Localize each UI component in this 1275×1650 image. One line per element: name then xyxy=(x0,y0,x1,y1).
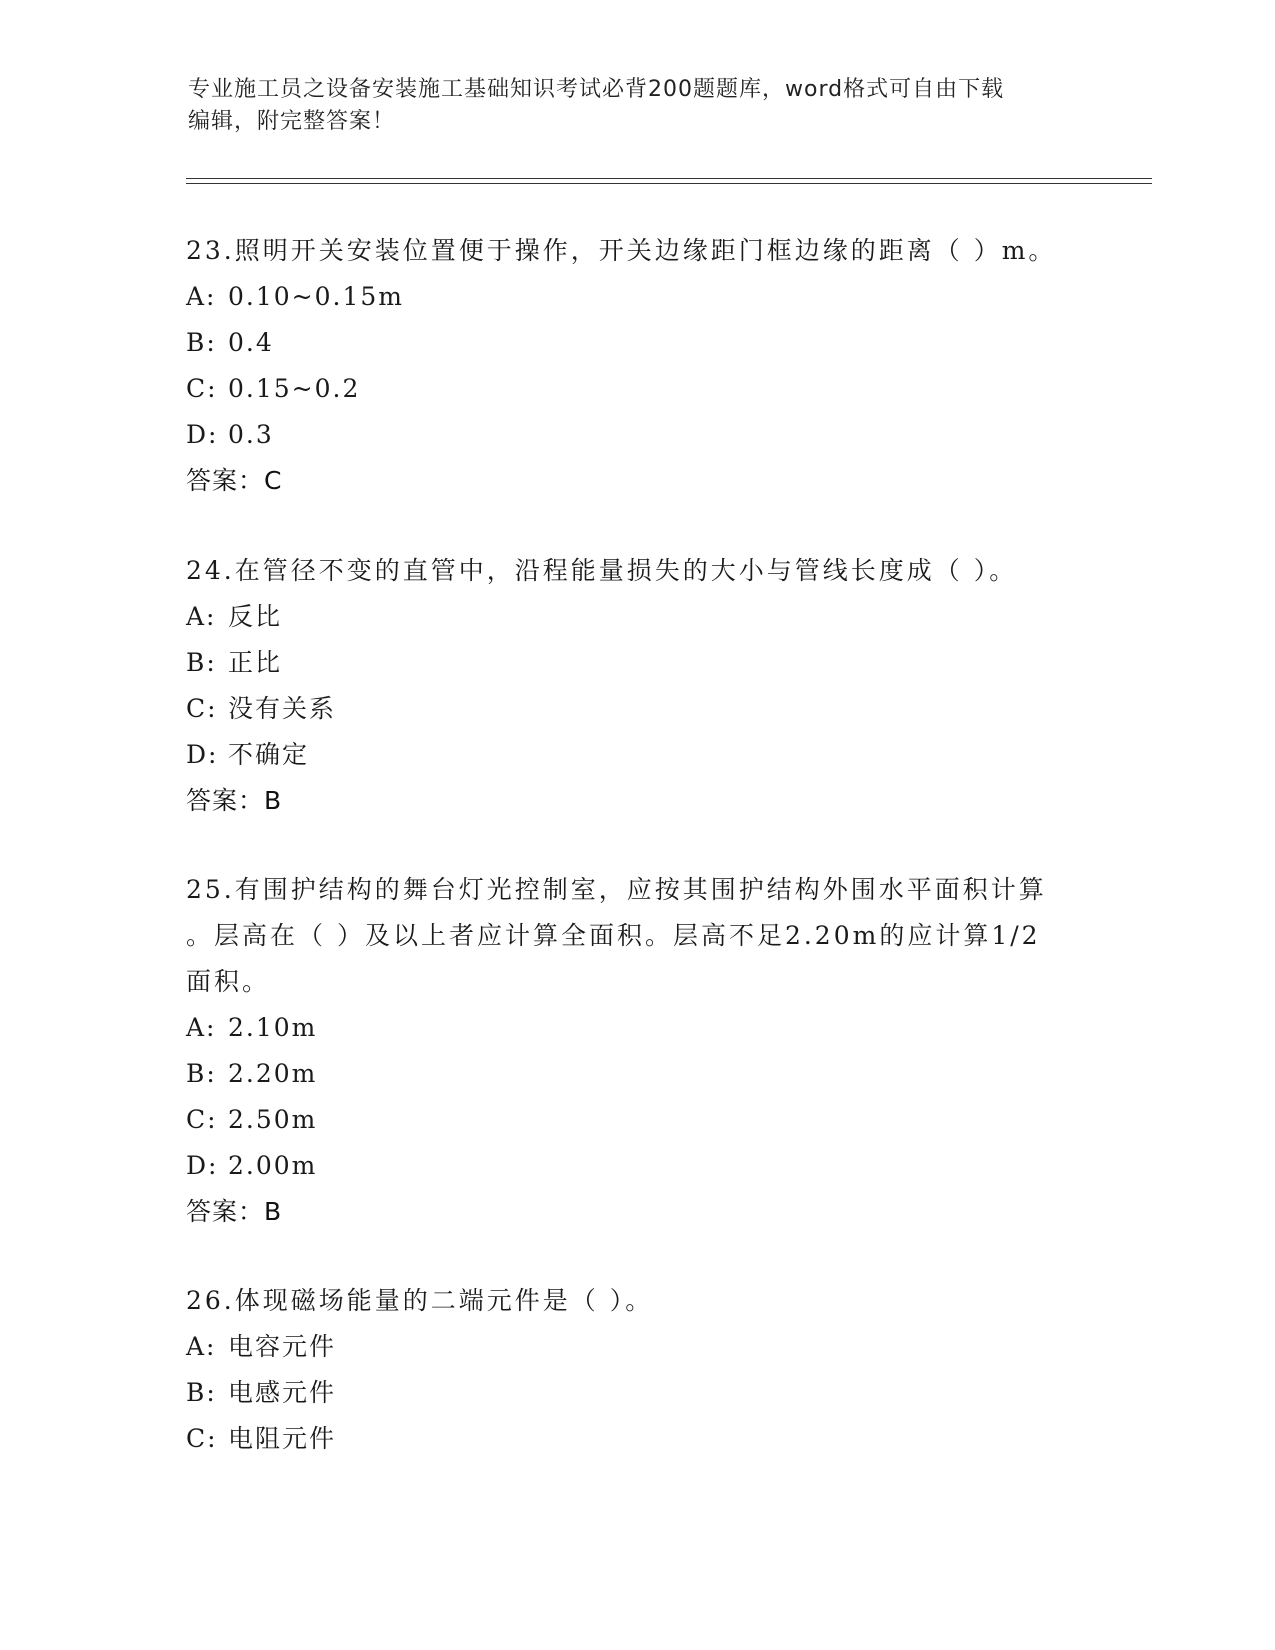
answer: 答案：B xyxy=(186,786,283,815)
option-c xyxy=(186,1097,1086,1143)
option-a xyxy=(186,1324,1086,1370)
option-text: 2.50m xyxy=(228,1105,318,1134)
option-label: B: xyxy=(186,648,217,677)
option-label: B: xyxy=(186,1378,217,1407)
question-text-line-2: 。层高在（ ）及以上者应计算全面积。层高不足2.20m的应计算1/2 xyxy=(186,921,1041,950)
question-text: 26.体现磁场能量的二端元件是（ ）。 xyxy=(186,1286,654,1315)
option-label: D: xyxy=(186,740,219,769)
header-divider-bottom xyxy=(186,183,1152,184)
option-text: 0.3 xyxy=(228,420,274,449)
option-d xyxy=(186,412,1086,458)
option-c xyxy=(186,686,1086,732)
option-text: 反比 xyxy=(228,602,283,631)
option-c xyxy=(186,1416,1086,1462)
document-header xyxy=(188,74,1088,138)
question-text-line-1: 25.有围护结构的舞台灯光控制室，应按其围护结构外围水平面积计算 xyxy=(186,875,1047,904)
option-d xyxy=(186,1143,1086,1189)
option-label: A: xyxy=(186,1013,217,1042)
question-26 xyxy=(186,1278,1086,1462)
option-b xyxy=(186,1051,1086,1097)
option-label: A: xyxy=(186,602,217,631)
option-label: B: xyxy=(186,1059,217,1088)
option-label: C: xyxy=(186,374,218,403)
option-a xyxy=(186,1005,1086,1051)
option-d xyxy=(186,732,1086,778)
option-label: C: xyxy=(186,694,218,723)
option-text: 不确定 xyxy=(228,740,310,769)
option-b xyxy=(186,1370,1086,1416)
option-label: D: xyxy=(186,420,219,449)
option-text: 电容元件 xyxy=(228,1332,337,1361)
option-label: B: xyxy=(186,328,217,357)
question-text-line-3: 面积。 xyxy=(186,967,271,996)
option-text: 0.4 xyxy=(228,328,274,357)
option-text: 正比 xyxy=(228,648,283,677)
option-a xyxy=(186,274,1086,320)
option-text: 没有关系 xyxy=(228,694,337,723)
question-25 xyxy=(186,867,1086,1235)
option-b xyxy=(186,640,1086,686)
answer: 答案：C xyxy=(186,466,283,495)
option-label: A: xyxy=(186,282,217,311)
option-b xyxy=(186,320,1086,366)
header-title-line-2: 编辑，附完整答案！ xyxy=(188,109,396,134)
option-text: 0.15~0.2 xyxy=(228,374,361,403)
option-text: 2.10m xyxy=(228,1013,318,1042)
option-text: 2.20m xyxy=(228,1059,318,1088)
option-text: 0.10~0.15m xyxy=(228,282,404,311)
option-a xyxy=(186,594,1086,640)
header-divider-top xyxy=(186,178,1152,179)
option-label: C: xyxy=(186,1105,218,1134)
option-label: C: xyxy=(186,1424,218,1453)
option-label: D: xyxy=(186,1151,219,1180)
option-c xyxy=(186,366,1086,412)
question-24 xyxy=(186,548,1086,824)
question-23 xyxy=(186,228,1086,504)
answer: 答案：B xyxy=(186,1197,283,1226)
question-text: 24.在管径不变的直管中，沿程能量损失的大小与管线长度成（ ）。 xyxy=(186,556,1018,585)
option-label: A: xyxy=(186,1332,217,1361)
option-text: 电感元件 xyxy=(228,1378,337,1407)
question-text: 23.照明开关安装位置便于操作，开关边缘距门框边缘的距离（ ）m。 xyxy=(186,236,1057,265)
option-text: 电阻元件 xyxy=(228,1424,337,1453)
option-text: 2.00m xyxy=(228,1151,318,1180)
header-title-line-1: 专业施工员之设备安装施工基础知识考试必背200题题库，word格式可自由下载 xyxy=(188,77,1005,102)
